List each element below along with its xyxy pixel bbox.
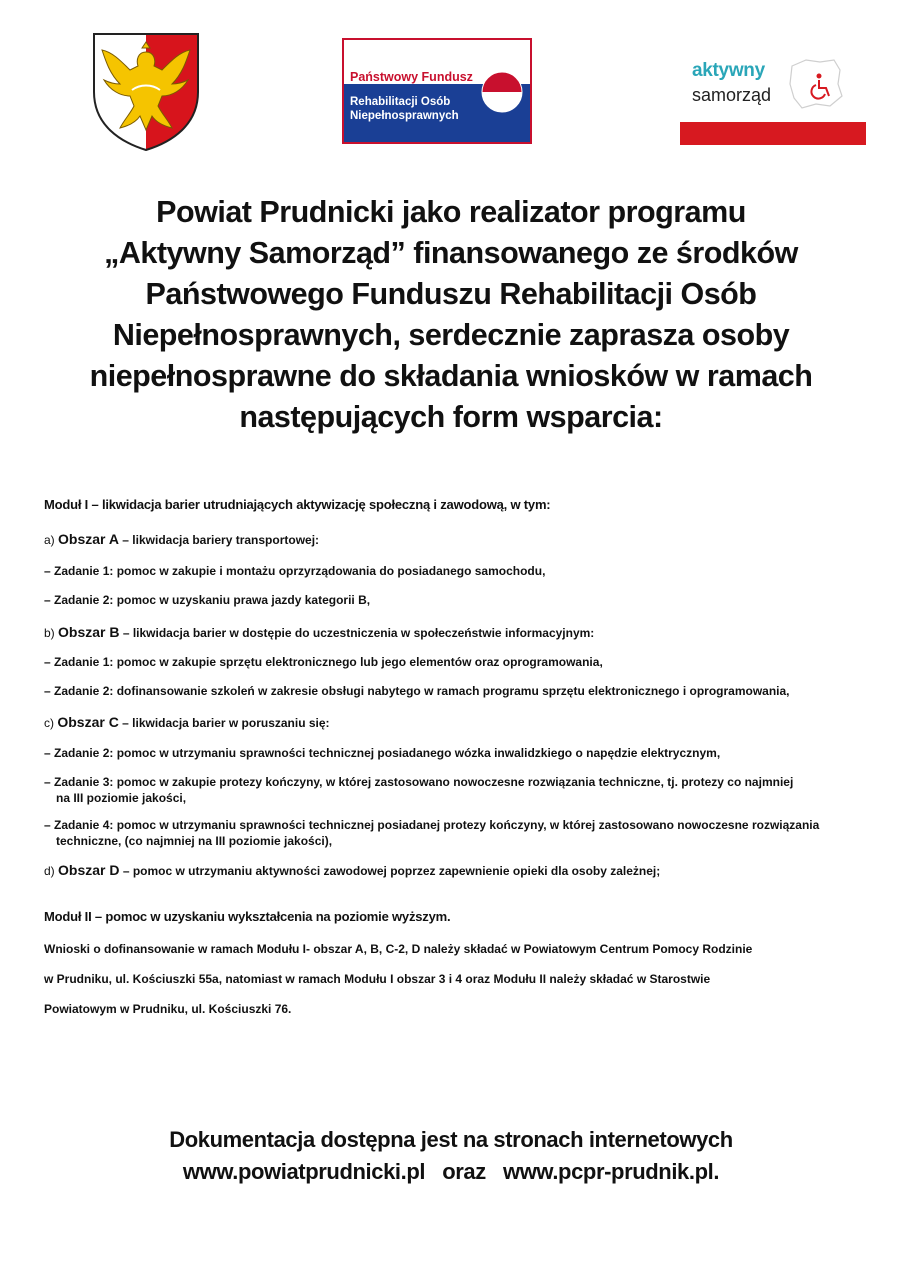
area-d-prefix: d) bbox=[44, 864, 55, 878]
info-line: Wnioski o dofinansowanie w ramach Modułu I- obszar A, B, C-2, D należy składać w Powiatowym Centrum Pomocy Rodzinie bbox=[44, 942, 753, 956]
area-b-task: – Zadanie 1: pomoc w zakupie sprzętu elektronicznego lub jego elementów oraz oprogramowania, bbox=[44, 655, 603, 669]
info-line: Powiatowym w Prudniku, ul. Kościuszki 76. bbox=[44, 1002, 292, 1016]
area-c-task: – Zadanie 4: pomoc w utrzymaniu sprawności technicznej posiadanej protezy kończyny, w której zastosowano nowoczesne rozwiązania bbox=[44, 818, 820, 832]
pfron-logo bbox=[342, 38, 532, 144]
page-headline bbox=[60, 192, 842, 438]
area-b-prefix: b) bbox=[44, 626, 55, 640]
aktywny-samorzad-word2: samorząd bbox=[692, 85, 772, 105]
headline-line: niepełnosprawne do składania wniosków w ramach bbox=[89, 359, 813, 393]
area-c-text: – likwidacja barier w poruszaniu się: bbox=[118, 716, 330, 730]
footer bbox=[60, 1124, 842, 1188]
aktywny-samorzad-red-bar bbox=[680, 122, 866, 145]
pfron-logo-line1: Państwowy Fundusz bbox=[350, 70, 473, 84]
area-a-text: – likwidacja bariery transportowej: bbox=[118, 533, 320, 547]
aktywny-samorzad-word1: aktywny bbox=[692, 60, 765, 81]
pfron-circle-icon bbox=[480, 70, 524, 114]
headline-line: następujących form wsparcia: bbox=[239, 400, 663, 434]
area-c-task-continuation: techniczne, (co najmniej na III poziomie jakości), bbox=[56, 834, 333, 848]
area-b-name: Obszar B bbox=[58, 624, 120, 640]
area-c-prefix: c) bbox=[44, 716, 54, 730]
area-b-task: – Zadanie 2: dofinansowanie szkoleń w zakresie obsługi nabytego w ramach programu sprzętu elektronicznego i oprogramowania, bbox=[44, 684, 790, 698]
poland-map-wheelchair-icon bbox=[786, 54, 846, 114]
area-d-name: Obszar D bbox=[58, 862, 120, 878]
pfron-logo-line3: Niepełnosprawnych bbox=[350, 110, 459, 122]
area-a-prefix: a) bbox=[44, 533, 55, 547]
headline-line: „Aktywny Samorząd” finansowanego ze środków bbox=[104, 236, 798, 270]
area-b-line bbox=[44, 624, 594, 640]
area-a-name: Obszar A bbox=[58, 531, 119, 547]
area-d-text: – pomoc w utrzymaniu aktywności zawodowej poprzez zapewnienie opieki dla osoby zależnej; bbox=[119, 864, 661, 878]
area-a-task: – Zadanie 2: pomoc w uzyskaniu prawa jazdy kategorii B, bbox=[44, 593, 371, 607]
area-c-line bbox=[44, 714, 330, 730]
module1-heading: Moduł I – likwidacja barier utrudniających aktywizację społeczną i zawodową, w tym: bbox=[44, 497, 551, 512]
info-line: w Prudniku, ul. Kościuszki 55a, natomiast w ramach Modułu I obszar 3 i 4 oraz Modułu II należy składać w Starostwie bbox=[44, 972, 711, 986]
area-d-line bbox=[44, 862, 660, 878]
coat-of-arms-eagle-icon bbox=[90, 30, 202, 152]
area-c-name: Obszar C bbox=[57, 714, 119, 730]
area-c-task-continuation: na III poziomie jakości, bbox=[56, 791, 187, 805]
footer-websites: www.powiatprudnicki.pl oraz www.pcpr-prudnik.pl. bbox=[182, 1159, 720, 1184]
headline-line: Powiat Prudnicki jako realizator programu bbox=[156, 195, 746, 229]
area-a-line bbox=[44, 531, 319, 547]
headline-line: Państwowego Funduszu Rehabilitacji Osób bbox=[145, 277, 757, 311]
pfron-logo-line2: Rehabilitacji Osób bbox=[350, 96, 451, 108]
area-c-task: – Zadanie 2: pomoc w utrzymaniu sprawności technicznej posiadanego wózka inwalidzkiego o napędzie elektrycznym, bbox=[44, 746, 721, 760]
headline-line: Niepełnosprawnych, serdecznie zaprasza osoby bbox=[112, 318, 790, 352]
footer-line1: Dokumentacja dostępna jest na stronach internetowych bbox=[169, 1127, 733, 1152]
area-a-task: – Zadanie 1: pomoc w zakupie i montażu oprzyrządowania do posiadanego samochodu, bbox=[44, 564, 546, 578]
aktywny-samorzad-logo bbox=[680, 40, 866, 145]
area-c-task: – Zadanie 3: pomoc w zakupie protezy kończyny, w której zastosowano nowoczesne rozwiązania techniczne, tj. protezy co najmniej bbox=[44, 775, 794, 789]
area-b-text: – likwidacja barier w dostępie do uczestniczenia w społeczeństwie informacyjnym: bbox=[119, 626, 595, 640]
module2-heading: Moduł II – pomoc w uzyskaniu wykształcenia na poziomie wyższym. bbox=[44, 909, 451, 924]
